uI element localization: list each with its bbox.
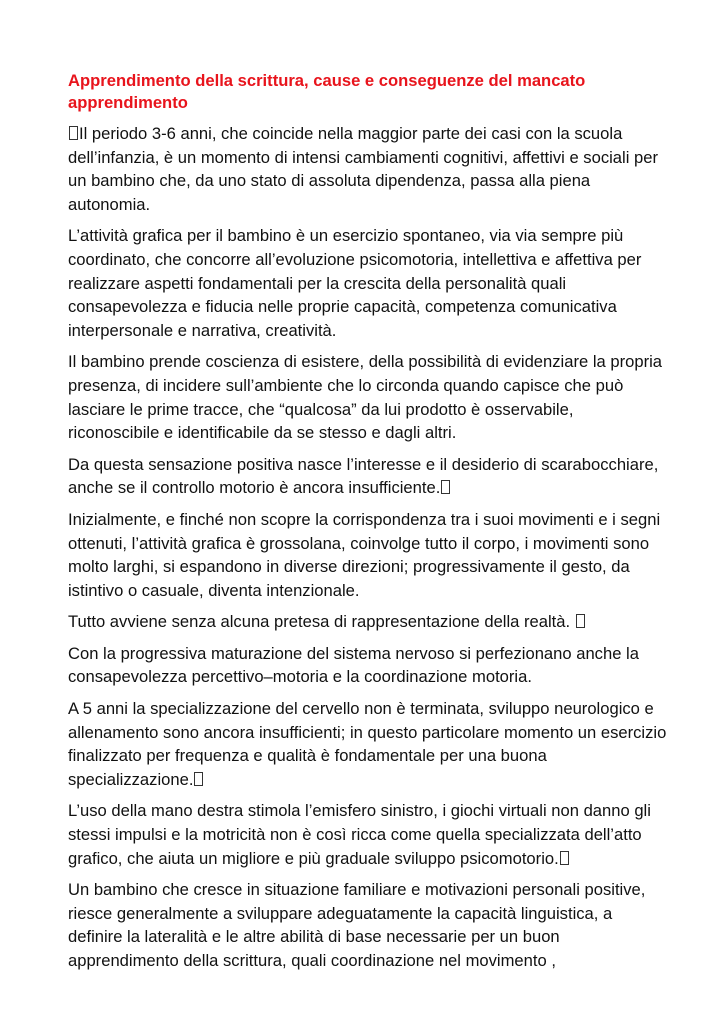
paragraph — [68, 642, 668, 689]
missing-glyph-icon — [441, 480, 450, 494]
paragraph-text: Inizialmente, e finché non scopre la corrispondenza tra i suoi movimenti e i segni ottenuti, l’attività grafica è grossolana, coinvolge tutto il corpo, i movimenti sono molto larghi, si espandono in diverse direzioni; progressivamente il gesto, da istintivo o casuale, diventa intenzionale. — [68, 509, 661, 600]
paragraph-text: L’uso della mano destra stimola l’emisfero sinistro, i giochi virtuali non danno gli stessi impulsi e la motricità non è così ricca come quella specializzata dell’atto grafico, che aiuta un migliore e più graduale sviluppo psicomotorio. — [68, 801, 651, 868]
paragraph-text: L’attività grafica per il bambino è un esercizio spontaneo, via via sempre più coordinato, che concorre all’evoluzione psicomotoria, intellettiva e affettiva per realizzare aspetti fondamentali per la crescita della personalità quali consapevolezza e fiducia nelle proprie capacità, competenza comunicativa interpersonale e narrativa, creatività. — [68, 226, 642, 340]
paragraph — [68, 122, 668, 216]
paragraph-text: Con la progressiva maturazione del sistema nervoso si perfezionano anche la consapevolezza percettivo–motoria e la coordinazione motoria. — [68, 643, 639, 687]
paragraph — [68, 878, 668, 972]
missing-glyph-icon — [194, 772, 203, 786]
paragraph-text: Tutto avviene senza alcuna pretesa di rappresentazione della realtà. — [68, 612, 575, 632]
paragraph — [68, 799, 668, 870]
paragraph — [68, 224, 668, 342]
paragraph — [68, 610, 668, 634]
paragraph — [68, 508, 668, 602]
paragraph — [68, 350, 668, 444]
paragraph-text: Il periodo 3-6 anni, che coincide nella maggior parte dei casi con la scuola dell’infanzia, è un momento di intensi cambiamenti cognitivi, affettivi e sociali per un bambino che, da uno stato di assoluta dipendenza, passa alla piena autonomia. — [68, 124, 658, 214]
missing-glyph-icon — [560, 851, 569, 865]
paragraph — [68, 697, 668, 791]
paragraph-text: Il bambino prende coscienza di esistere, della possibilità di evidenziare la propria presenza, di incidere sull’ambiente che lo circonda quando capisce che può lasciare le prime tracce, che “qualcosa” da lui prodotto è osservabile, riconoscibile e identificabile da se stesso e dagli altri. — [68, 352, 663, 443]
missing-glyph-icon — [69, 126, 78, 140]
paragraph-text: Un bambino che cresce in situazione familiare e motivazioni personali positive, riesce generalmente a sviluppare adeguatamente la capacità linguistica, a definire la lateralità e le altre abilità di base necessarie per un buon apprendimento della scrittura, quali coordinazione nel movimento , — [68, 880, 646, 970]
paragraph-text: Da questa sensazione positiva nasce l’interesse e il desiderio di scarabocchiare, anche se il controllo motorio è ancora insufficiente. — [68, 454, 659, 498]
document-title: Apprendimento della scrittura, cause e conseguenze del mancato apprendimento — [68, 71, 586, 112]
missing-glyph-icon — [576, 614, 585, 628]
document-page — [68, 70, 668, 981]
paragraph-text: A 5 anni la specializzazione del cervello non è terminata, sviluppo neurologico e allenamento sono ancora insufficienti; in questo particolare momento un esercizio finalizzato per frequenza e qualità è fondamentale per una buona specializzazione. — [68, 699, 667, 789]
paragraph — [68, 453, 668, 500]
